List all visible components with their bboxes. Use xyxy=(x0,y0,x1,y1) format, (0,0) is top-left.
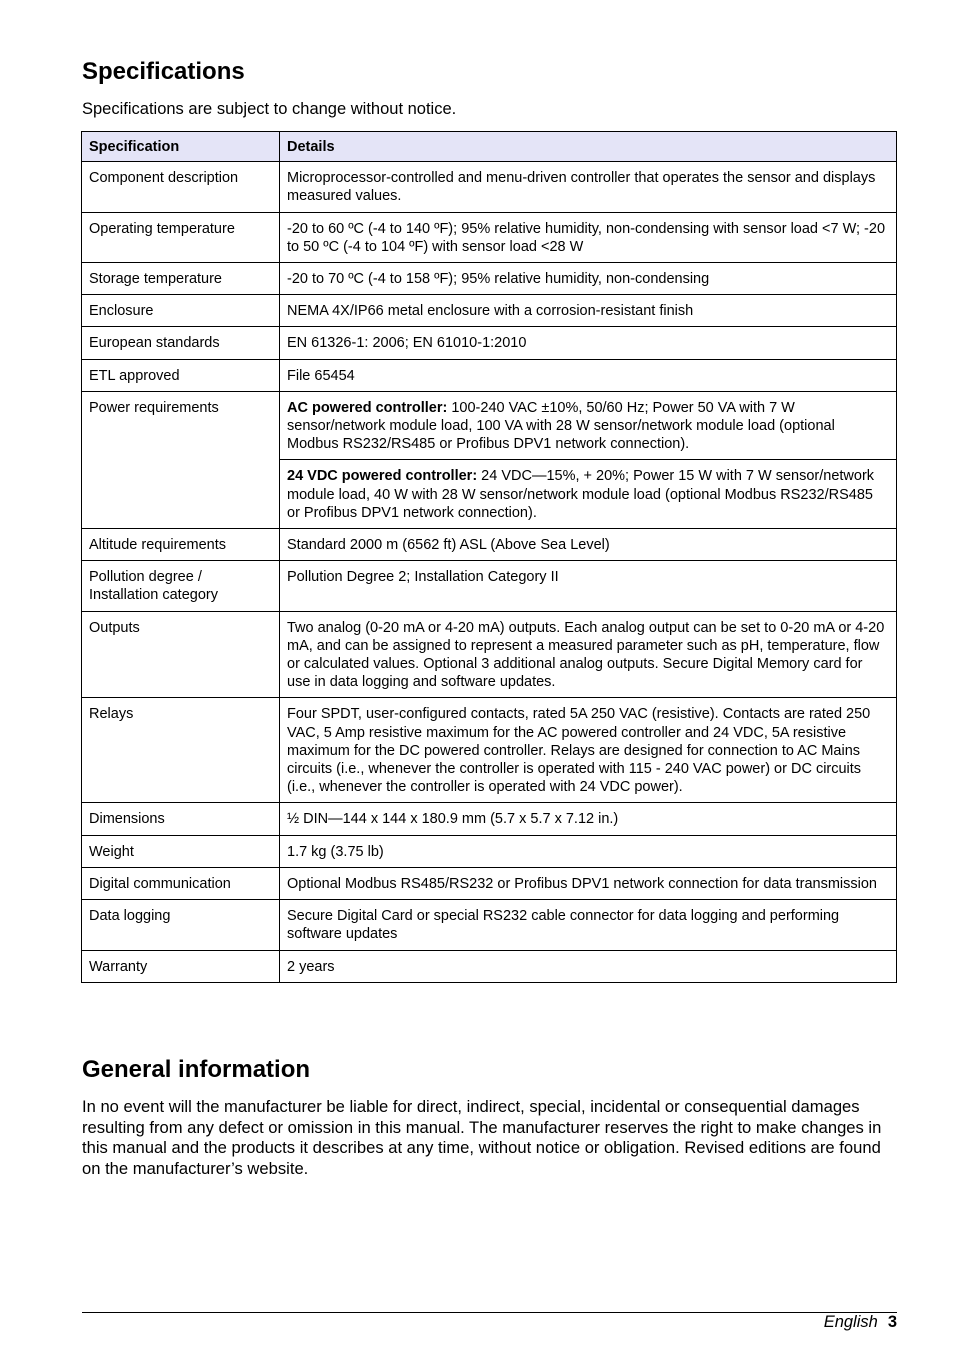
details-cell: -20 to 60 ºC (-4 to 140 ºF); 95% relative humidity, non-condensing with sensor load <7 W; -20 to 50 ºC (-4 to 104 ºF) with sensor load <28 W xyxy=(280,212,897,262)
spec-cell: Operating temperature xyxy=(82,212,280,262)
specifications-table xyxy=(81,131,897,983)
table-row xyxy=(82,212,897,262)
spec-cell: Power requirements xyxy=(82,391,280,528)
footer-divider xyxy=(82,1312,897,1313)
spec-cell: Storage temperature xyxy=(82,263,280,295)
dc-power-text: 24 VDC—15%, + 20%; Power 15 W with 7 W sensor/network module load, 40 W with 28 W sensor/network module load (optional Modbus RS232/RS485 or Profibus DPV1 network connection). xyxy=(287,468,875,521)
spec-cell: European standards xyxy=(82,327,280,359)
spec-cell: Digital communication xyxy=(82,867,280,899)
spec-cell: Altitude requirements xyxy=(82,529,280,561)
general-information-heading: General information xyxy=(82,1056,311,1083)
details-cell: EN 61326-1: 2006; EN 61010-1:2010 xyxy=(280,327,897,359)
table-row xyxy=(82,162,897,212)
spec-cell: Data logging xyxy=(82,900,280,950)
page-footer xyxy=(824,1312,897,1332)
table-row xyxy=(82,698,897,803)
table-row xyxy=(82,327,897,359)
details-cell: File 65454 xyxy=(280,359,897,391)
details-cell: Microprocessor-controlled and menu-driven controller that operates the sensor and displays measured values. xyxy=(280,162,897,212)
ac-power-label: AC powered controller: xyxy=(287,399,448,416)
table-row xyxy=(82,835,897,867)
ac-power-text: 100-240 VAC ±10%, 50/60 Hz; Power 50 VA with 7 W sensor/network module load, 100 VA with 28 W sensor/network module load (optional Modbus RS232/RS485 or Profibus DPV1 network connection). xyxy=(287,399,835,453)
table-header-row xyxy=(82,132,897,162)
table-row xyxy=(82,611,897,698)
table-row xyxy=(82,263,897,295)
details-cell-ac-power xyxy=(280,391,897,460)
table-row xyxy=(82,529,897,561)
dc-power-label: 24 VDC powered controller: xyxy=(287,468,478,485)
column-header-specification: Specification xyxy=(82,132,280,162)
details-cell-dc-power xyxy=(280,460,897,529)
details-cell: 2 years xyxy=(280,950,897,982)
table-row xyxy=(82,391,897,460)
spec-cell: Warranty xyxy=(82,950,280,982)
spec-cell: Component description xyxy=(82,162,280,212)
details-cell: Standard 2000 m (6562 ft) ASL (Above Sea Level) xyxy=(280,529,897,561)
table-row xyxy=(82,561,897,611)
spec-cell: Weight xyxy=(82,835,280,867)
page-number: 3 xyxy=(887,1313,897,1331)
details-cell: Optional Modbus RS485/RS232 or Profibus DPV1 network connection for data transmission xyxy=(280,867,897,899)
table-row xyxy=(82,359,897,391)
specifications-heading: Specifications xyxy=(82,58,245,85)
specifications-intro: Specifications are subject to change without notice. xyxy=(82,100,457,118)
details-cell: -20 to 70 ºC (-4 to 158 ºF); 95% relative humidity, non-condensing xyxy=(280,263,897,295)
general-information-text: In no event will the manufacturer be liable for direct, indirect, special, incidental or consequential damages resulting from any defect or omission in this manual. The manufacturer reserves the right to make changes in this manual and the products it describes at any time, without notice or obligation. Revised editions are found on the manufacturer’s website. xyxy=(82,1097,882,1178)
footer-language: English xyxy=(823,1313,878,1331)
spec-cell: Dimensions xyxy=(82,803,280,835)
table-row xyxy=(82,803,897,835)
spec-cell: Enclosure xyxy=(82,295,280,327)
details-cell: Four SPDT, user-configured contacts, rated 5A 250 VAC (resistive). Contacts are rated 250 VAC, 5 Amp resistive maximum for the AC powered controller and 24 VDC, 5A resistive maximum for the DC powered controller. Relays are designed for connection to AC Mains circuits (i.e., whenever the controller is operated with 115 - 240 VAC power) or DC circuits (i.e., whenever the controller is operated with 24 VDC power). xyxy=(280,698,897,803)
table-row xyxy=(82,867,897,899)
column-header-details: Details xyxy=(280,132,897,162)
details-cell: Secure Digital Card or special RS232 cable connector for data logging and performing software updates xyxy=(280,900,897,950)
details-cell: 1.7 kg (3.75 lb) xyxy=(280,835,897,867)
spec-cell: Pollution degree / Installation category xyxy=(82,561,280,611)
table-row xyxy=(82,900,897,950)
details-cell: Two analog (0-20 mA or 4-20 mA) outputs. Each analog output can be set to 0-20 mA or 4-20 mA, and can be assigned to represent a measured parameter such as pH, temperature, flow or calculated values. Optional 3 additional analog outputs. Secure Digital Memory card for use in data logging and software updates. xyxy=(280,611,897,698)
details-cell: Pollution Degree 2; Installation Category II xyxy=(280,561,897,611)
table-row xyxy=(82,950,897,982)
table-row xyxy=(82,295,897,327)
spec-cell: ETL approved xyxy=(82,359,280,391)
details-cell: NEMA 4X/IP66 metal enclosure with a corrosion-resistant finish xyxy=(280,295,897,327)
details-cell: ½ DIN—144 x 144 x 180.9 mm (5.7 x 5.7 x 7.12 in.) xyxy=(280,803,897,835)
spec-cell: Outputs xyxy=(82,611,280,698)
spec-cell: Relays xyxy=(82,698,280,803)
